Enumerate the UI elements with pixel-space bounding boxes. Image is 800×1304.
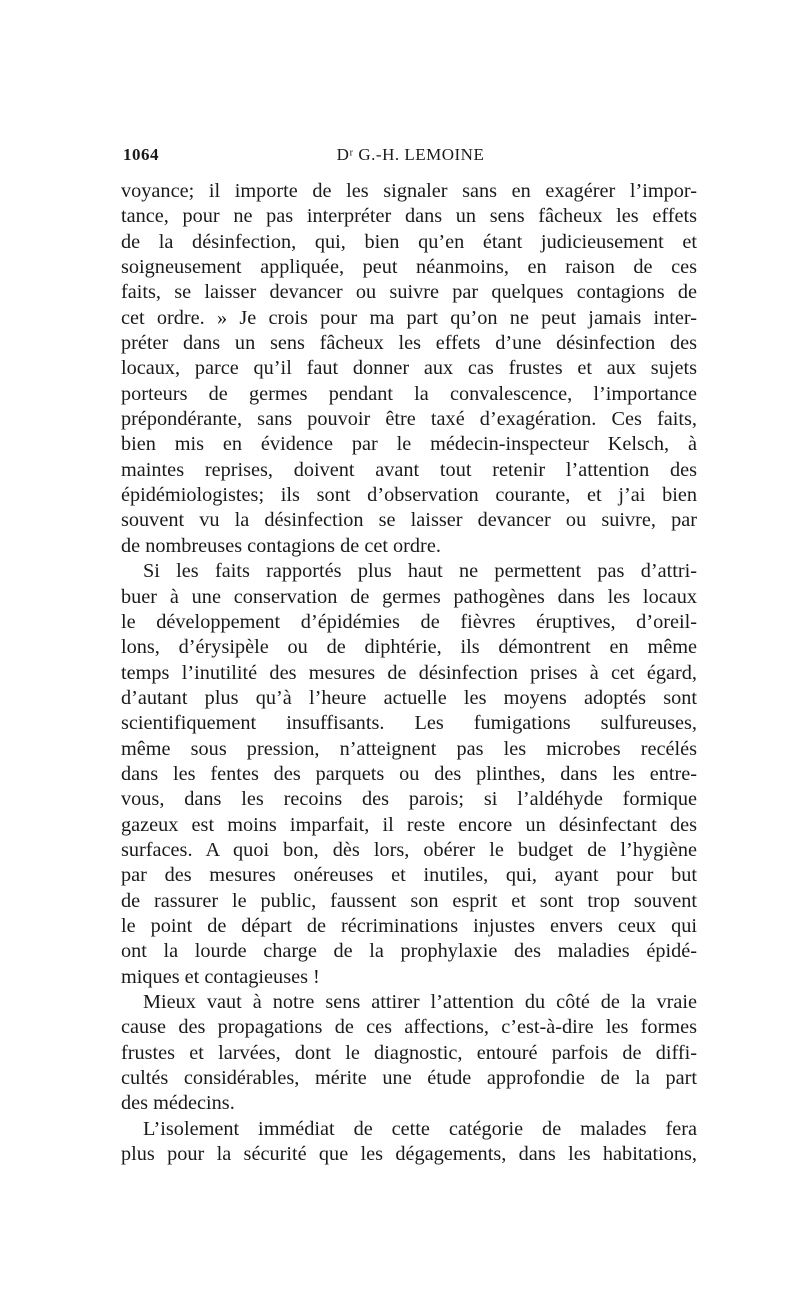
text-line: même sous pression, n’atteignent pas les microbes recélés xyxy=(121,737,697,760)
text-line: cultés considérables, mérite une étude approfondie de la part xyxy=(121,1067,697,1090)
text-line: soigneusement appliquée, peut néanmoins, en raison de ces xyxy=(121,256,697,279)
text-line: cet ordre. » Je crois pour ma part qu’on ne peut jamais inter- xyxy=(121,306,697,329)
running-head: Dʳ G.-H. LEMOINE xyxy=(336,145,485,164)
text-line: frustes et larvées, dont le diagnostic, entouré parfois de diffi- xyxy=(121,1041,697,1064)
text-line: porteurs de germes pendant la convalescence, l’importance xyxy=(121,382,697,405)
text-line: gazeux est moins imparfait, il reste encore un désinfectant des xyxy=(121,813,697,836)
paragraph-first-line: Si les faits rapportés plus haut ne permettent pas d’attri- xyxy=(143,560,697,583)
body-text xyxy=(121,179,697,1167)
text-line: souvent vu la désinfection se laisser devancer ou suivre, par xyxy=(121,509,697,532)
text-line: tance, pour ne pas interpréter dans un sens fâcheux les effets xyxy=(121,205,697,228)
text-line: le développement d’épidémies de fièvres éruptives, d’oreil- xyxy=(121,610,697,633)
text-line: des médecins. xyxy=(121,1092,235,1115)
text-line: faits, se laisser devancer ou suivre par quelques contagions de xyxy=(121,281,697,304)
text-line: d’autant plus qu’à l’heure actuelle les moyens adoptés sont xyxy=(121,686,697,709)
text-line: maintes reprises, doivent avant tout retenir l’attention des xyxy=(121,458,697,481)
paragraph-first-line: L’isolement immédiat de cette catégorie de malades fera xyxy=(143,1117,697,1140)
text-line: préter dans un sens fâcheux les effets d’une désinfection des xyxy=(121,332,697,355)
text-line: de nombreuses contagions de cet ordre. xyxy=(121,534,441,557)
text-line: de rassurer le public, faussent son esprit et sont trop souvent xyxy=(121,889,697,912)
text-line: par des mesures onéreuses et inutiles, qui, ayant pour but xyxy=(121,864,697,887)
text-line: vous, dans les recoins des parois; si l’aldéhyde formique xyxy=(121,788,697,811)
text-line: bien mis en évidence par le médecin-inspecteur Kelsch, à xyxy=(121,433,697,456)
text-line: lons, d’érysipèle ou de diphtérie, ils démontrent en même xyxy=(121,636,697,659)
text-line: le point de départ de récriminations injustes envers ceux qui xyxy=(121,914,697,937)
text-line: temps l’inutilité des mesures de désinfection prises à cet égard, xyxy=(121,661,697,684)
text-line: surfaces. A quoi bon, dès lors, obérer le budget de l’hygiène xyxy=(121,838,697,861)
text-line: épidémiologistes; ils sont d’observation courante, et j’ai bien xyxy=(121,484,697,507)
text-line: plus pour la sécurité que les dégagements, dans les habitations, xyxy=(121,1143,697,1166)
text-line: dans les fentes des parquets ou des plinthes, dans les entre- xyxy=(121,762,697,785)
text-line: voyance; il importe de les signaler sans en exagérer l’impor- xyxy=(121,180,697,202)
text-line: prépondérante, sans pouvoir être taxé d’exagération. Ces faits, xyxy=(121,408,697,431)
page-header xyxy=(123,145,698,171)
text-line: locaux, parce qu’il faut donner aux cas frustes et aux sujets xyxy=(121,357,697,380)
text-line: miques et contagieuses ! xyxy=(121,965,320,988)
text-line: buer à une conservation de germes pathogènes dans les locaux xyxy=(121,585,697,608)
page-number: 1064 xyxy=(123,145,159,164)
paragraph-first-line: Mieux vaut à notre sens attirer l’attention du côté de la vraie xyxy=(143,991,697,1013)
text-line: ont la lourde charge de la prophylaxie des maladies épidé- xyxy=(121,940,697,963)
text-line: scientifiquement insuffisants. Les fumigations sulfureuses, xyxy=(121,712,697,735)
text-line: cause des propagations de ces affections, c’est-à-dire les formes xyxy=(121,1016,697,1039)
text-line: de la désinfection, qui, bien qu’en étant judicieusement et xyxy=(121,230,697,253)
